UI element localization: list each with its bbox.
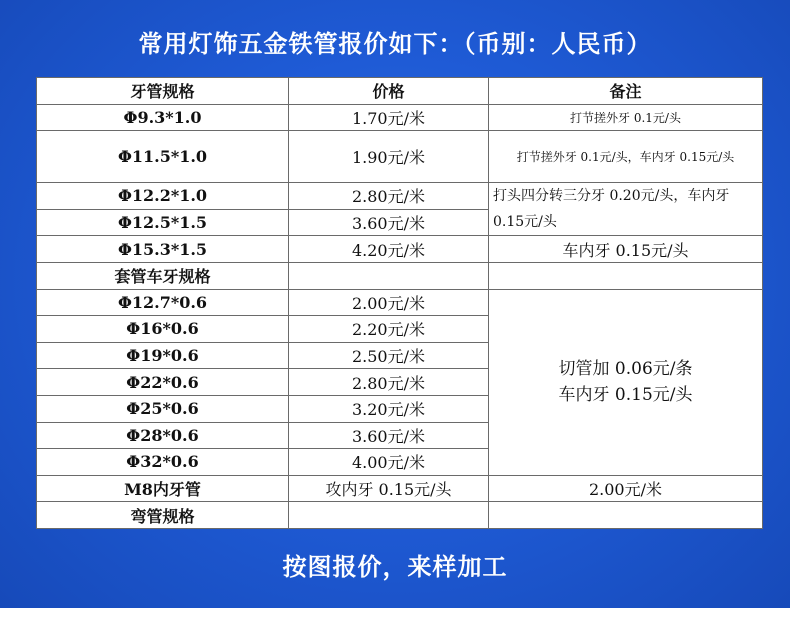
- spec-cell: Φ16*0.6: [37, 316, 289, 343]
- section-heading: 套管车牙规格: [37, 262, 289, 289]
- bottom-band: [0, 608, 790, 624]
- spec-cell: Φ25*0.6: [37, 395, 289, 422]
- header-spec: 牙管规格: [37, 78, 289, 105]
- empty-cell: [289, 502, 489, 529]
- table-header-row: [37, 78, 763, 105]
- spec-cell: M8内牙管: [37, 475, 289, 502]
- note-cell: 打节搓外牙 0.1元/头: [489, 104, 763, 131]
- price-cell: 3.60元/米: [289, 422, 489, 449]
- spec-cell: Φ15.3*1.5: [37, 236, 289, 263]
- price-table: [36, 77, 763, 529]
- note-cell: 打节搓外牙 0.1元/头，车内牙 0.15元/头: [489, 131, 763, 183]
- empty-cell: [489, 502, 763, 529]
- price-cell: 4.00元/米: [289, 449, 489, 476]
- spec-cell: Φ9.3*1.0: [37, 104, 289, 131]
- spec-cell: Φ32*0.6: [37, 449, 289, 476]
- price-cell: 1.70元/米: [289, 104, 489, 131]
- price-cell: 4.20元/米: [289, 236, 489, 263]
- section-heading: 弯管规格: [37, 502, 289, 529]
- table-row: [37, 104, 763, 131]
- price-cell: 2.80元/米: [289, 183, 489, 210]
- price-cell: 1.90元/米: [289, 131, 489, 183]
- price-cell: 2.20元/米: [289, 316, 489, 343]
- note-cell-merged: 打头四分转三分牙 0.20元/头，车内牙 0.15元/头: [489, 183, 763, 236]
- note-line: 切管加 0.06元/条: [558, 359, 693, 380]
- note-cell-merged: [489, 289, 763, 475]
- page-title: 常用灯饰五金铁管报价如下：（币别：人民币）: [138, 30, 652, 58]
- price-cell: 2.80元/米: [289, 369, 489, 396]
- header-note: 备注: [489, 78, 763, 105]
- note-cell: 2.00元/米: [489, 475, 763, 502]
- spec-cell: Φ22*0.6: [37, 369, 289, 396]
- price-cell: 2.50元/米: [289, 342, 489, 369]
- note-cell: 车内牙 0.15元/头: [489, 236, 763, 263]
- table-row: [37, 236, 763, 263]
- price-cell: 2.00元/米: [289, 289, 489, 316]
- price-cell: 3.60元/米: [289, 209, 489, 236]
- section-heading-row: [37, 262, 763, 289]
- footer-text: 按图报价，来样加工: [282, 553, 508, 581]
- price-cell: 攻内牙 0.15元/头: [289, 475, 489, 502]
- table-row: [37, 289, 763, 316]
- price-cell: 3.20元/米: [289, 395, 489, 422]
- table-row: [37, 131, 763, 183]
- spec-cell: Φ19*0.6: [37, 342, 289, 369]
- empty-cell: [289, 262, 489, 289]
- spec-cell: Φ12.7*0.6: [37, 289, 289, 316]
- section-heading-row: [37, 502, 763, 529]
- note-line: 车内牙 0.15元/头: [558, 385, 693, 406]
- table-row: [37, 475, 763, 502]
- spec-cell: Φ28*0.6: [37, 422, 289, 449]
- empty-cell: [489, 262, 763, 289]
- header-price: 价格: [289, 78, 489, 105]
- spec-cell: Φ12.5*1.5: [37, 209, 289, 236]
- spec-cell: Φ11.5*1.0: [37, 131, 289, 183]
- spec-cell: Φ12.2*1.0: [37, 183, 289, 210]
- table-row: [37, 183, 763, 210]
